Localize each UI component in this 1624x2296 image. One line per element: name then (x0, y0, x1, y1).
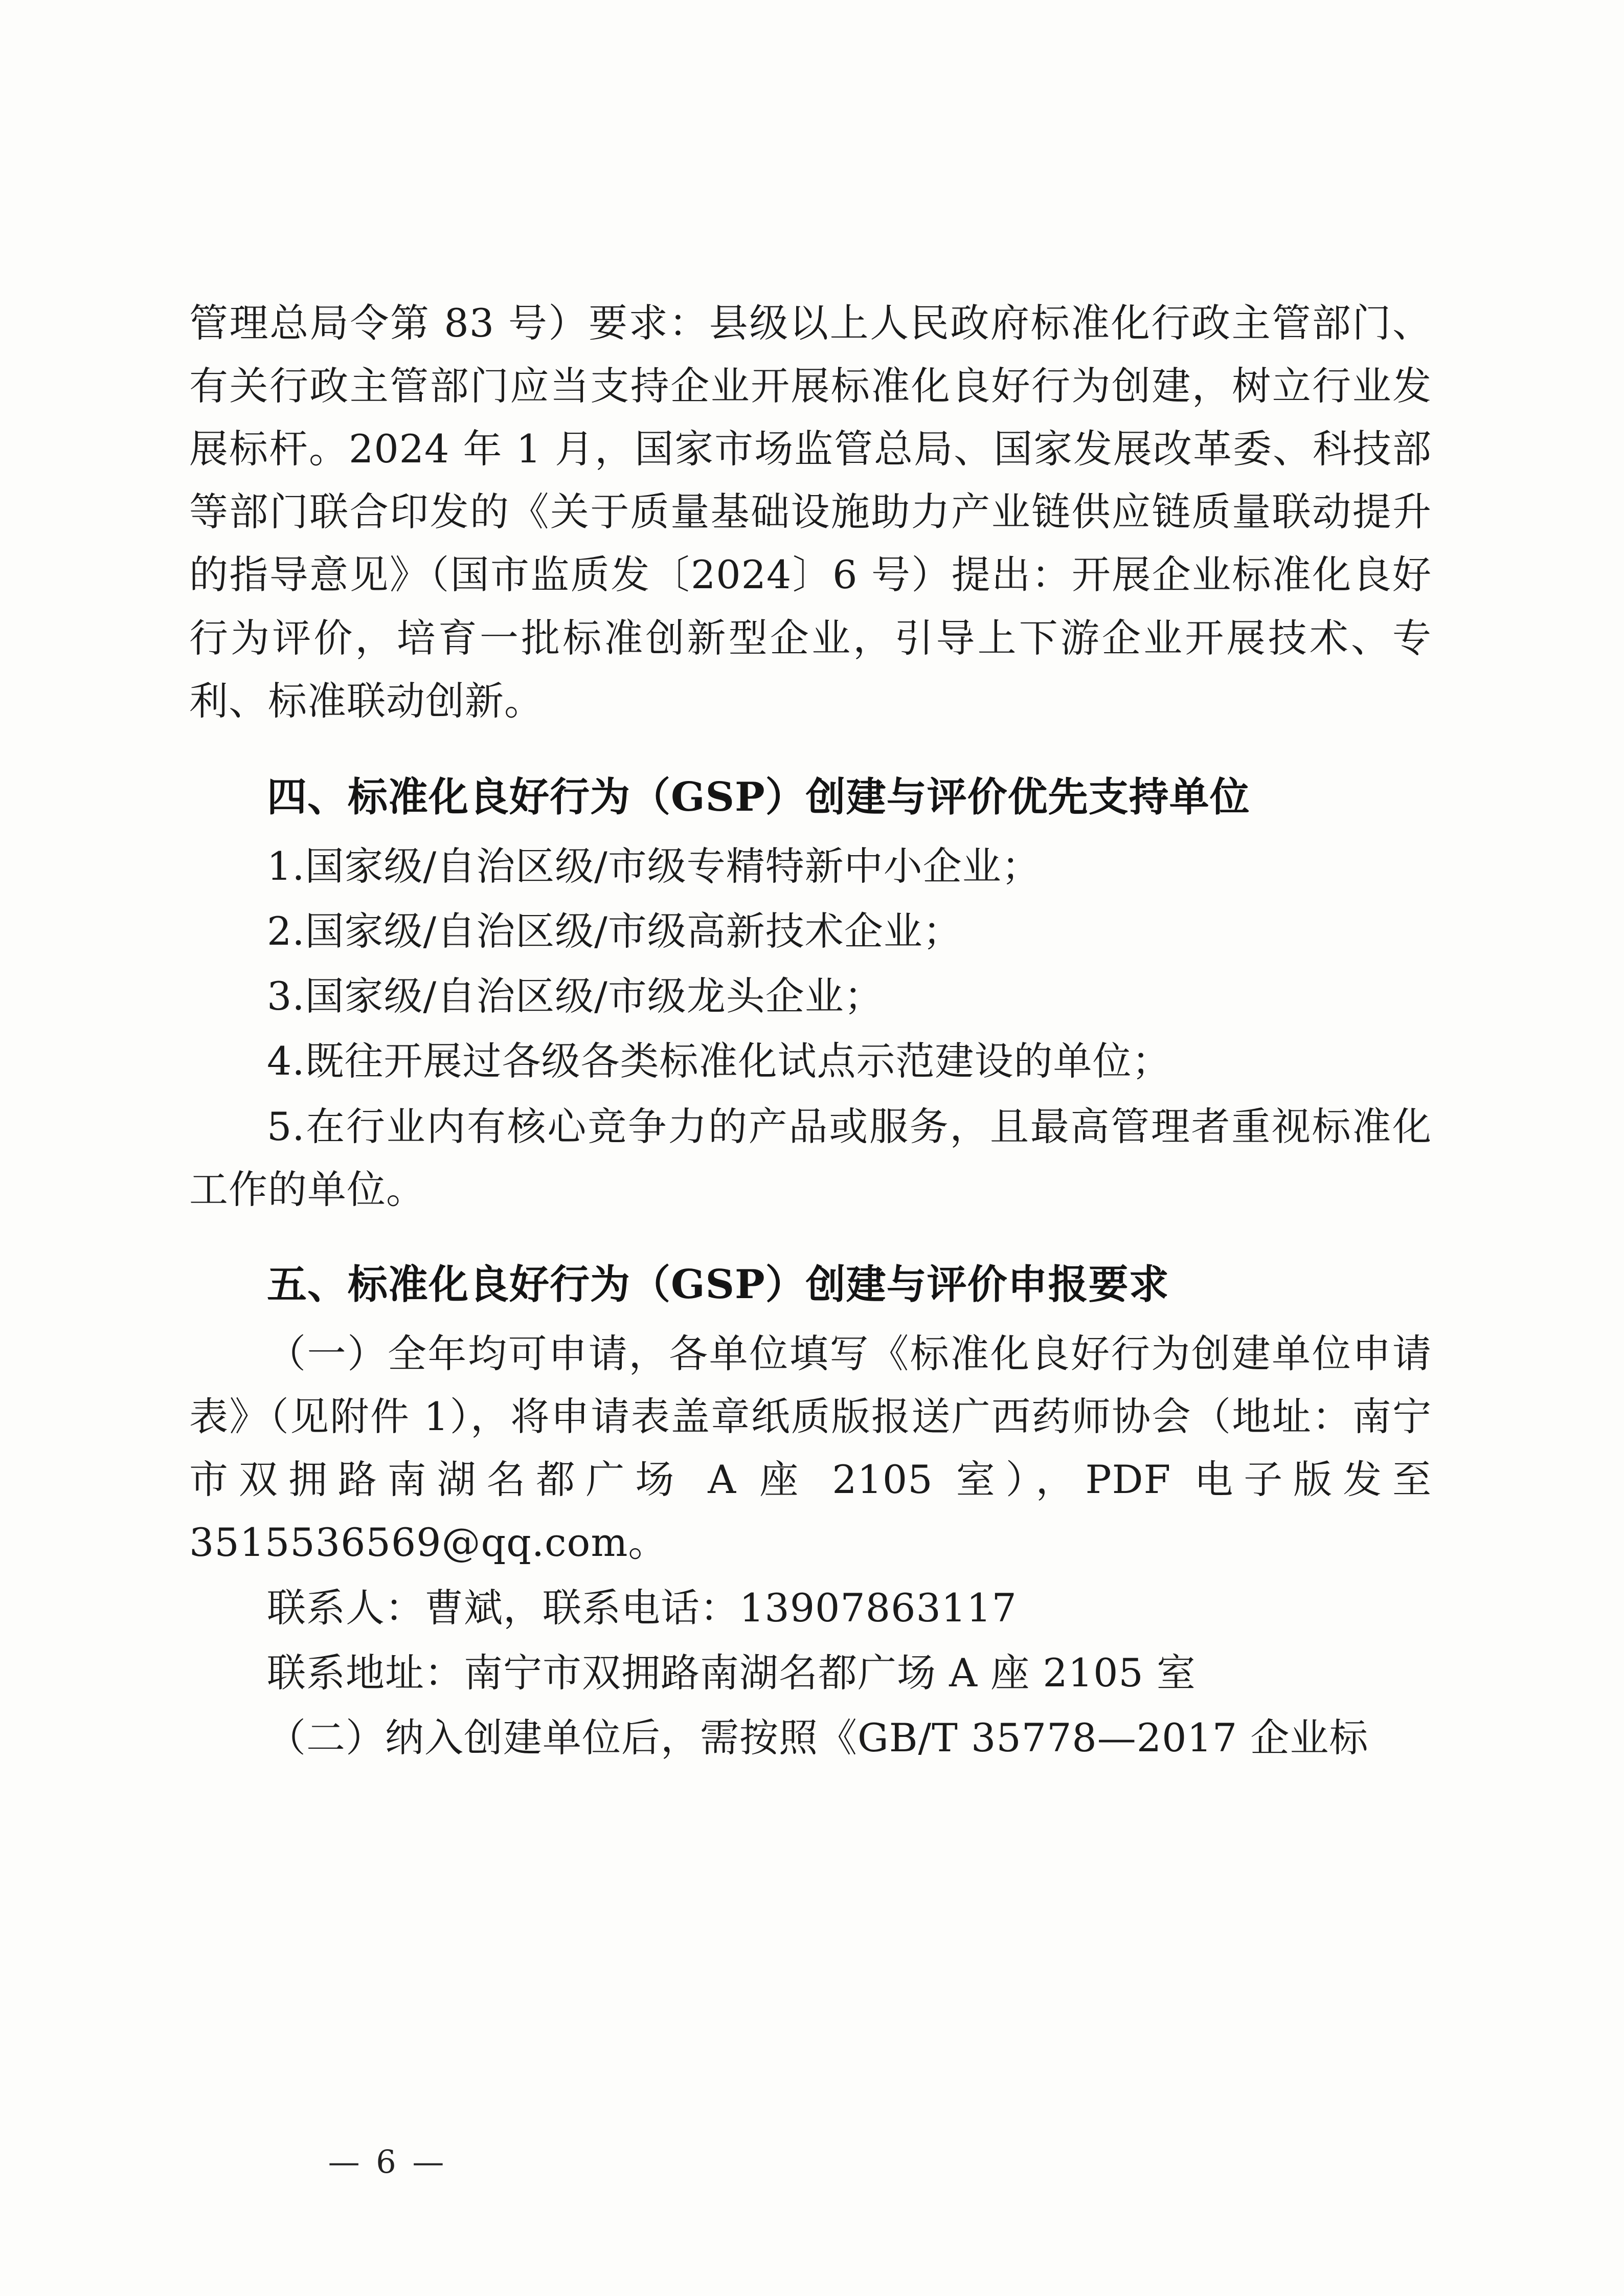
list-item: 1.国家级/自治区级/市级专精特新中小企业； (267, 843, 1041, 889)
list-item: （二）纳入创建单位后，需按照《GB/T 35778—2017 企业标 (267, 1714, 1369, 1760)
list-item: 4.既往开展过各级各类标准化试点示范建设的单位； (267, 1038, 1171, 1084)
list-item: 2.国家级/自治区级/市级高新技术企业； (267, 908, 962, 954)
contact-person-line: 联系人：曹斌，联系电话：13907863117 (267, 1585, 1017, 1631)
page-footer (0, 2143, 1624, 2180)
paragraph-policy-background: 管理总局令第 83 号）要求：县级以上人民政府标准化行政主管部门、有关行政主管部门应当支持企业开展标准化良好行为创建，树立行业发展标杆。2024 年 1 月，国家市场监管总局、国家发展改革委、科技部等部门联合印发的《关于质量基础设施助力产业链供应链质量联动提升的指导意见》（国市监质发〔2024〕6 号）提出：开展企业标准化良好行为评价，培育一批标准创新型企业，引导上下游企业开展技术、专利、标准联动创新。 (189, 300, 1432, 724)
spacer (189, 735, 1432, 750)
section-heading-four: 四、标准化良好行为（GSP）创建与评价优先支持单位 (267, 773, 1250, 820)
section-heading-five: 五、标准化良好行为（GSP）创建与评价申报要求 (267, 1261, 1169, 1308)
spacer (189, 1223, 1432, 1237)
list-item: （一）全年均可申请，各单位填写《标准化良好行为创建单位申请表》（见附件 1），将申请表盖章纸质版报送广西药师协会（地址：南宁市双拥路南湖名都广场 A 座 2105 室），PDF 电子版发至 3515536569@qq.com。 (189, 1331, 1432, 1566)
page-number: — 6 — (328, 2143, 447, 2180)
list-item: 5.在行业内有核心竞争力的产品或服务，且最高管理者重视标准化工作的单位。 (189, 1103, 1432, 1212)
document-body (189, 292, 1432, 1771)
list-item: 3.国家级/自治区级/市级龙头企业； (267, 973, 884, 1019)
contact-address-line: 联系地址：南宁市双拥路南湖名都广场 A 座 2105 室 (267, 1649, 1196, 1696)
